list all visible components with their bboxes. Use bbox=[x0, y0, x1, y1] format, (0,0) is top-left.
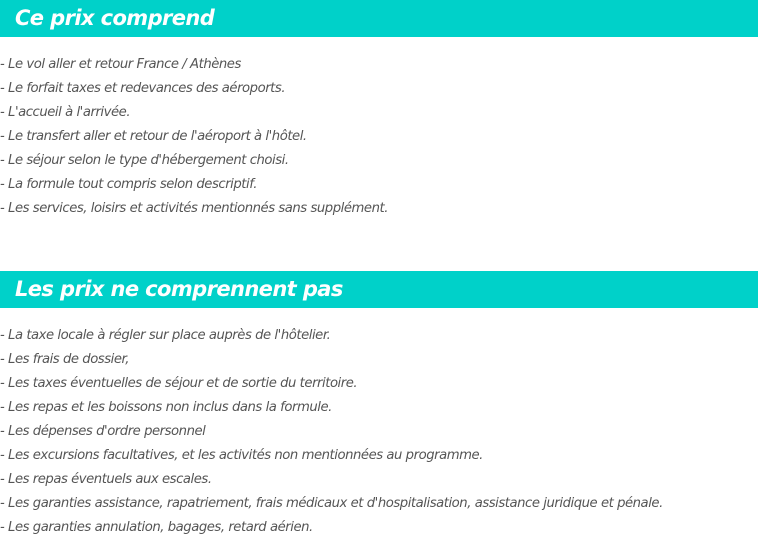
list-item: - Les excursions facultatives, et les activités non mentionnées au programme. bbox=[0, 448, 483, 463]
list-item: - Le transfert aller et retour de l'aéroport à l'hôtel. bbox=[0, 129, 307, 144]
list-item: - Les taxes éventuelles de séjour et de sortie du territoire. bbox=[0, 376, 358, 391]
list-item: - Les garanties annulation, bagages, retard aérien. bbox=[0, 520, 313, 535]
list-item: - Le forfait taxes et redevances des aéroports. bbox=[0, 81, 286, 96]
list-item: - Les repas éventuels aux escales. bbox=[0, 472, 212, 487]
list-item: - Le vol aller et retour France / Athènes bbox=[0, 57, 241, 72]
included-list bbox=[0, 53, 388, 221]
list-item: - La taxe locale à régler sur place auprès de l'hôtelier. bbox=[0, 328, 331, 343]
list-item: - Les frais de dossier, bbox=[0, 352, 130, 367]
list-item: - Les repas et les boissons non inclus dans la formule. bbox=[0, 400, 332, 415]
list-item: - La formule tout compris selon descriptif. bbox=[0, 177, 257, 192]
included-section-header: Ce prix comprend bbox=[0, 0, 758, 37]
list-item: - Le séjour selon le type d'hébergement choisi. bbox=[0, 153, 289, 168]
list-item: - Les dépenses d'ordre personnel bbox=[0, 424, 206, 439]
excluded-section-header: Les prix ne comprennent pas bbox=[0, 271, 758, 308]
list-item: - Les services, loisirs et activités mentionnés sans supplément. bbox=[0, 201, 388, 216]
excluded-list bbox=[0, 324, 663, 540]
list-item: - Les garanties assistance, rapatriement, frais médicaux et d'hospitalisation, assistance juridique et pénale. bbox=[0, 496, 663, 511]
list-item: - L'accueil à l'arrivée. bbox=[0, 105, 131, 120]
